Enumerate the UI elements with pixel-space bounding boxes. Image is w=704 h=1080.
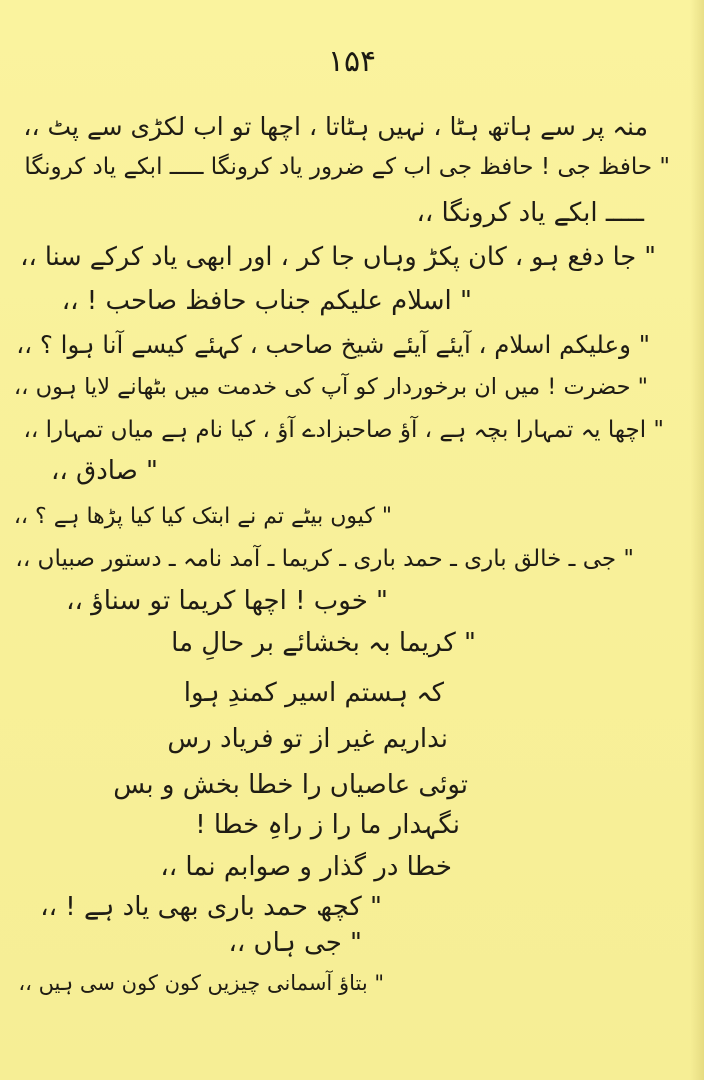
text-line: " حافظ جی ! حافظ جی اب کے ضرور یاد کرونگا ـــــ ابکے یاد کرونگا	[24, 154, 670, 180]
text-line: " جی ـ خالق باری ـ حمد باری ـ کریما ـ آمد نامہ ـ دستور صبیاں ،،	[15, 546, 634, 572]
text-line: " کیوں بیٹے تم نے ابتک کیا کیا پڑھا ہے ؟ ،،	[13, 504, 392, 529]
text-line: " حضرت ! میں ان برخوردار کو آپ کی خدمت میں بٹھانے لایا ہوں ،،	[13, 374, 648, 400]
text-line: " کچھ حمد باری بھی یاد ہے ! ،،	[40, 892, 382, 922]
verse-line: نداریم غیر از تو فریاد رس	[167, 724, 448, 754]
verse-line: " کریما بہ بخشائے بر حالِ ما	[171, 628, 476, 658]
text-line: " صادق ،،	[50, 456, 158, 486]
text-line: ـــــ ابکے یاد کرونگا ،،	[416, 198, 644, 228]
text-line: " جا دفع ہو ، کان پکڑ وہاں جا کر ، اور ابھی یاد کرکے سنا ،،	[20, 242, 656, 272]
verse-line: کہ ہستم اسیر کمندِ ہوا	[183, 678, 444, 708]
text-line: " بتاؤ آسمانی چیزیں کون کون سی ہیں ،،	[18, 971, 384, 995]
text-line: " جی ہاں ،،	[228, 928, 362, 958]
verse-line: توئی عاصیاں را خطا بخش و بس	[113, 770, 468, 800]
text-line: " خوب ! اچھا کریما تو سناؤ ،،	[66, 586, 388, 616]
page-number: ۱۵۴	[327, 44, 377, 79]
text-line: " اسلام علیکم جناب حافظ صاحب ! ،،	[61, 286, 472, 316]
text-line: منہ پر سے ہاتھ ہٹا ، نہیں ہٹاتا ، اچھا تو اب لکڑی سے پٹ ،،	[23, 112, 648, 141]
verse-line: نگہدار ما را ز راہِ خطا !	[195, 810, 460, 840]
page-edge-shadow	[690, 0, 704, 1080]
verse-line: خطا در گذار و صوابم نما ،،	[160, 852, 452, 882]
text-line: " اچھا یہ تمہارا بچہ ہے ، آؤ صاحبزادے آؤ ، کیا نام ہے میاں تمہارا ،،	[23, 417, 664, 443]
text-line: " وعلیکم اسلام ، آیئے آیئے شیخ صاحب ، کہئے کیسے آنا ہوا ؟ ،،	[16, 330, 650, 359]
